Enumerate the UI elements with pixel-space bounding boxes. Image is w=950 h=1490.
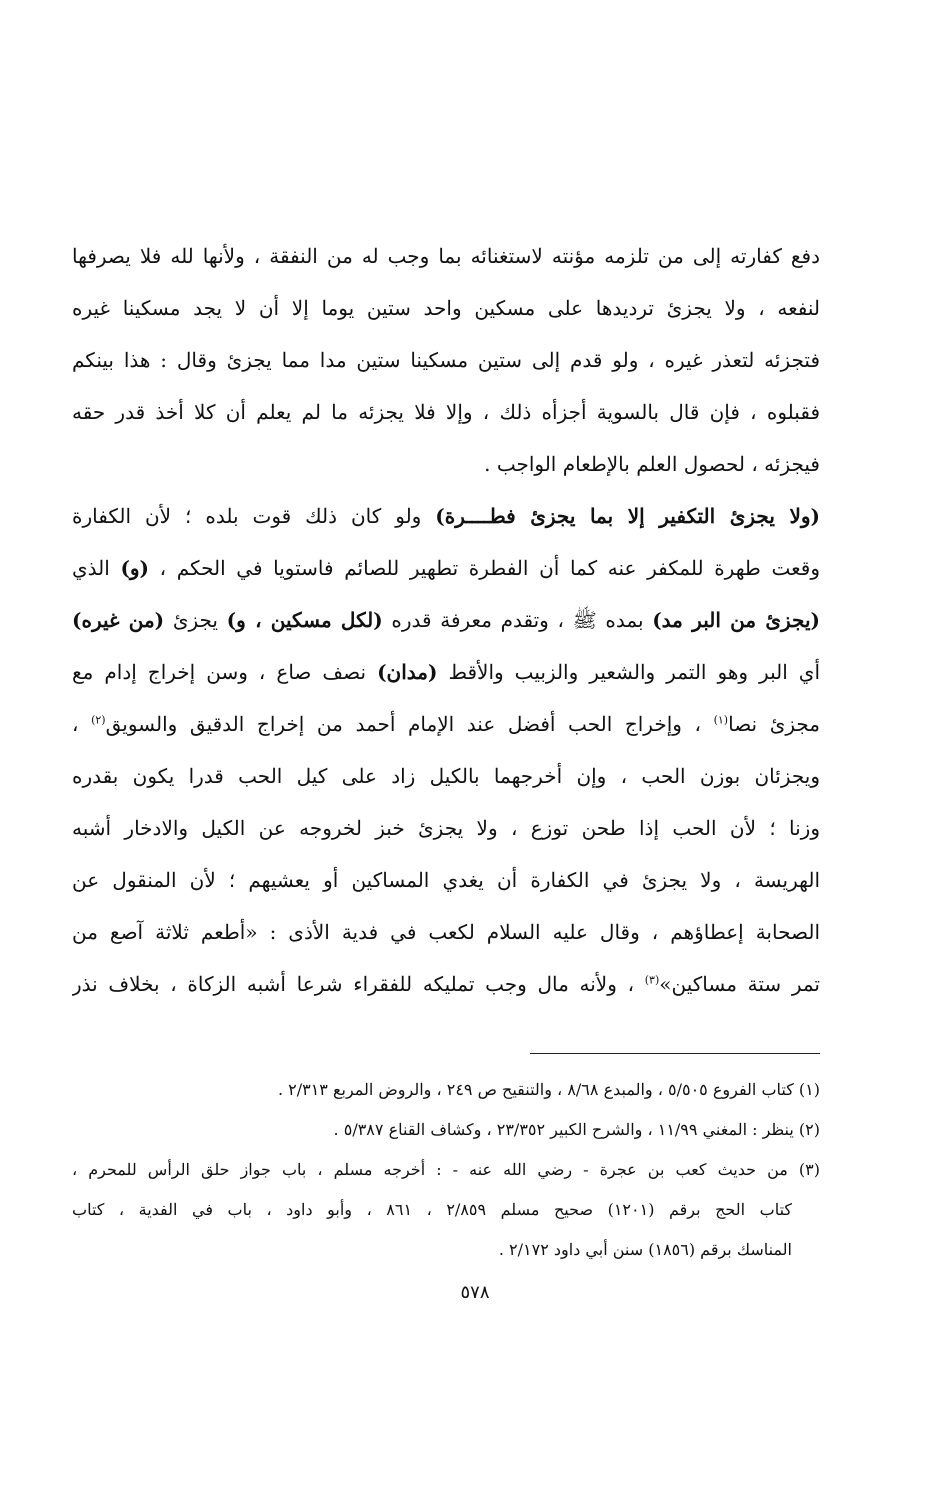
footnote-reference: (٣) <box>644 973 660 987</box>
text-run: ، <box>72 712 92 736</box>
text-run: مجزئ نصا <box>728 712 820 736</box>
text-run: (مدان) <box>377 660 438 684</box>
text-run: (ولا يجزئ التكفير إلا بما يجزئ فطــــرة) <box>435 504 820 528</box>
footnote-reference: (٢) <box>91 713 106 727</box>
text-line <box>72 542 820 594</box>
main-text <box>72 230 820 1010</box>
text-run: الصحابة إعطاؤهم ، وقال عليه السلام لكعب في فدية الأذى : «أطعم ثلاثة آصع من <box>72 920 820 944</box>
text-run: وزنا ؛ لأن الحب إذا طحن توزع ، ولا يجزئ خبز لخروجه عن الكيل والادخار أشبه <box>72 816 820 840</box>
text-line <box>72 386 820 438</box>
text-line <box>72 958 820 1010</box>
text-run: ، وإخراج الحب أفضل عند الإمام أحمد من إخراج الدقيق والسويق <box>105 712 714 736</box>
text-run: (يجزئ من البر مد) <box>652 608 820 632</box>
text-line <box>72 854 820 906</box>
text-line <box>72 646 820 698</box>
text-run: فتجزئه لتعذر غيره ، ولو قدم إلى ستين مسكينا ستين مدا مما يجزئ وقال : هذا بينكم <box>72 348 820 372</box>
text-run: ولو كان ذلك قوت بلده ؛ لأن الكفارة <box>72 504 436 528</box>
text-run: ، ولأنه مال وجب تمليكه للفقراء شرعا أشبه الزكاة ، بخلاف نذر <box>72 972 645 996</box>
footnote-2: (٢) ينظر : المغني ١١/٩٩ ، والشرح الكبير ٢٣/٣٥٢ ، وكشاف القناع ٥/٣٨٧ . <box>333 1120 820 1139</box>
text-line <box>72 802 820 854</box>
text-run: فقبلوه ، فإن قال بالسوية أجزأه ذلك ، وإلا فلا يجزئه ما لم يعلم أن كلا أخذ قدر حقه <box>72 400 820 424</box>
text-run: أي البر وهو التمر والشعير والزبيب والأقط <box>437 660 820 684</box>
footnotes <box>72 1070 820 1270</box>
text-run: (من غيره) <box>72 608 165 632</box>
text-run: يجزئ <box>164 608 227 632</box>
text-line <box>72 698 820 750</box>
text-run: (و) <box>120 556 150 580</box>
footnote-3-continued: المناسك برقم (١٨٥٦) سنن أبي داود ٢/١٧٢ . <box>498 1240 792 1259</box>
text-run: دفع كفارته إلى من تلزمه مؤنته لاستغنائه بما وجب له من النفقة ، ولأنها لله فلا يصرفها <box>72 244 820 268</box>
text-line <box>72 490 820 542</box>
text-run: ويجزئان بوزن الحب ، وإن أخرجهما بالكيل زاد على كيل الحب قدرا يكون بقدره <box>72 764 820 788</box>
text-line <box>72 282 820 334</box>
text-run: نصف صاع ، وسن إخراج إدام مع <box>72 660 378 684</box>
footnote-reference: (١) <box>713 713 729 727</box>
footnote-1: (١) كتاب الفروع ٥/٥٠٥ ، والمبدع ٨/٦٨ ، والتنقيح ص ٢٤٩ ، والروض المربع ٢/٣١٣ . <box>277 1080 820 1099</box>
page-number: ٥٧٨ <box>460 1282 490 1303</box>
text-run: تمر ستة مساكين» <box>659 972 820 996</box>
text-line <box>72 750 820 802</box>
text-run: بمده ﷺ ، وتقدم معرفة قدره <box>382 608 653 632</box>
text-run: الهريسة ، ولا يجزئ في الكفارة أن يغدي المساكين أو يعشيهم ؛ لأن المنقول عن <box>72 868 820 892</box>
text-line <box>72 594 820 646</box>
footnote-3: (٣) من حديث كعب بن عجرة - رضي الله عنه - : أخرجه مسلم ، باب جواز حلق الرأس للمحرم ، <box>72 1160 820 1179</box>
text-line <box>72 906 820 958</box>
footnote-3-continued: كتاب الحج برقم (١٢٠١) صحيح مسلم ٢/٨٥٩ ، ٨٦١ ، وأبو داود ، باب في الفدية ، كتاب <box>72 1200 793 1219</box>
text-line <box>72 438 820 490</box>
footnote-separator <box>530 1053 820 1054</box>
text-run: فيجزئه ، لحصول العلم بالإطعام الواجب . <box>484 452 820 476</box>
text-run: لنفعه ، ولا يجزئ ترديدها على مسكين واحد ستين يوما إلا أن لا يجد مسكينا غيره <box>72 296 820 320</box>
text-line <box>72 230 820 282</box>
text-run: الذي <box>72 556 121 580</box>
text-line <box>72 334 820 386</box>
text-run: (لكل مسكين ، و) <box>226 608 383 632</box>
text-run: وقعت طهرة للمكفر عنه كما أن الفطرة تطهير للصائم فاستويا في الحكم ، <box>149 556 820 580</box>
